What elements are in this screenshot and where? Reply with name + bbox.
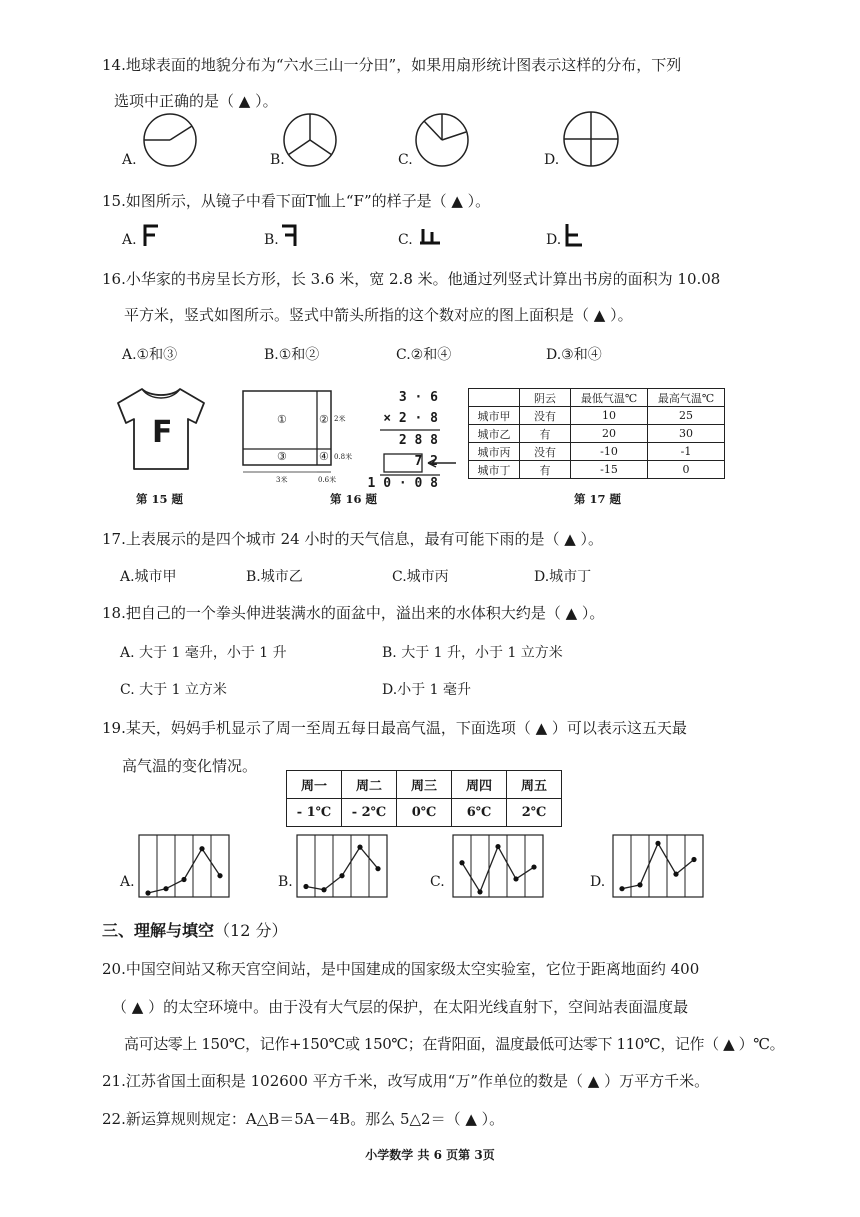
section-title	[102, 918, 287, 941]
q19-option-b[interactable]: B.	[278, 874, 293, 890]
calc-row-1: 3 · 6	[398, 390, 438, 405]
calc-lines	[370, 388, 460, 498]
weather-header-row	[469, 389, 725, 407]
pie-option-a	[140, 110, 200, 170]
q16-option-d[interactable]: D.③和④	[546, 347, 602, 363]
q17-option-c[interactable]: C.城市丙	[392, 569, 449, 585]
q20-line1: 20.中国空间站又称天宫空间站，是中国建成的国家级太空实验室，它位于距离地面约 400	[102, 960, 700, 978]
weather-cell: 20	[571, 425, 648, 443]
q16-option-a[interactable]: A.①和③	[122, 347, 178, 363]
weather-row	[469, 461, 725, 479]
q18-option-d[interactable]: D.小于 1 毫升	[382, 682, 471, 698]
weather-cell: 城市丁	[469, 461, 520, 479]
q17-option-a[interactable]: A.城市甲	[120, 569, 177, 585]
q19-option-a[interactable]: A.	[120, 874, 135, 890]
calc-row-3: 2 8 8	[398, 433, 438, 448]
weather-cell: -15	[571, 461, 648, 479]
temp-cell: 2℃	[507, 799, 562, 827]
q15-option-a[interactable]: A.	[122, 232, 137, 248]
weather-cell: 0	[648, 461, 725, 479]
q19-line2: 高气温的变化情况。	[122, 757, 258, 775]
weather-table	[468, 388, 725, 479]
chart-point	[321, 887, 326, 892]
f-rotated-icon	[418, 226, 442, 246]
f-flipped-icon	[564, 222, 584, 248]
chart-point	[655, 841, 660, 846]
chart-point	[199, 846, 204, 851]
chart-point	[637, 882, 642, 887]
caption-q15: 第 15 题	[136, 492, 184, 506]
page-footer: 小学数学 共 6 页第 3页	[365, 1148, 495, 1162]
tshirt-letter: F	[152, 415, 173, 450]
rect-cell-3: ③	[277, 450, 287, 463]
q19-chart-a	[136, 832, 236, 902]
chart-point	[513, 876, 518, 881]
temp-cell: - 2℃	[342, 799, 397, 827]
weather-cell: -1	[648, 443, 725, 461]
weather-cell: 没有	[520, 443, 571, 461]
q19-chart-d	[610, 832, 710, 902]
weather-cell: 城市甲	[469, 407, 520, 425]
q16-option-b[interactable]: B.①和②	[264, 347, 320, 363]
chart-line	[622, 843, 694, 888]
q15-option-c[interactable]: C.	[398, 232, 413, 248]
day-cell: 周一	[287, 771, 342, 799]
chart-point	[619, 886, 624, 891]
q15-option-d[interactable]: D.	[546, 232, 562, 248]
section-marks: （12 分）	[214, 921, 288, 940]
weather-cell: 30	[648, 425, 725, 443]
q16-option-c[interactable]: C.②和④	[396, 347, 452, 363]
temp-cell: 0℃	[397, 799, 452, 827]
day-cell: 周二	[342, 771, 397, 799]
chart-point	[531, 864, 536, 869]
q18-stem: 18.把自己的一个拳头伸进装满水的面盆中，溢出来的水体积大约是（ ▲ ）。	[102, 604, 605, 622]
q17-stem: 17.上表展示的是四个城市 24 小时的天气信息，最有可能下雨的是（ ▲ ）。	[102, 530, 604, 548]
q20-line2: （ ▲ ）的太空环境中。由于没有大气层的保护，在太阳光线直射下，空间站表面温度最	[112, 998, 689, 1016]
weather-header-cell: 最高气温℃	[648, 389, 725, 407]
day-cell: 周四	[452, 771, 507, 799]
rect-cell-4: ④	[319, 450, 329, 463]
q22-stem: 22.新运算规则规定：A△B＝5A－4B。那么 5△2＝（ ▲ ）。	[102, 1110, 505, 1128]
day-row	[287, 771, 562, 799]
q18-option-c[interactable]: C. 大于 1 立方米	[120, 682, 227, 698]
pie-option-b	[280, 110, 340, 170]
rect-cell-2: ②	[319, 413, 329, 426]
pie-option-d	[560, 108, 622, 170]
chart-point	[495, 844, 500, 849]
day-cell: 周三	[397, 771, 452, 799]
chart-point	[673, 872, 678, 877]
section-title-text: 三、理解与填空	[102, 921, 215, 940]
q18-option-a[interactable]: A. 大于 1 毫升，小于 1 升	[120, 645, 287, 661]
weather-cell: 25	[648, 407, 725, 425]
f-normal-icon	[142, 224, 160, 248]
temp-row	[287, 799, 562, 827]
chart-line	[148, 849, 220, 893]
q17-option-d[interactable]: D.城市丁	[534, 569, 592, 585]
q20-line3: 高可达零上 150℃，记作+150℃或 150℃；在背阳面，温度最低可达零下 110℃，记作（ ▲ ）℃。	[124, 1035, 785, 1053]
pie-option-c	[412, 110, 472, 170]
weather-cell: 10	[571, 407, 648, 425]
calc-row-5: 1 0 · 0 8	[367, 476, 438, 491]
weather-cell: 有	[520, 461, 571, 479]
day-cell: 周五	[507, 771, 562, 799]
rect-cell-1: ①	[277, 413, 287, 426]
rect-label-2m: 2米	[334, 415, 346, 423]
q14-option-a[interactable]: A.	[122, 152, 137, 168]
q14-option-b[interactable]: B.	[270, 152, 285, 168]
chart-point	[163, 886, 168, 891]
chart-point	[145, 890, 150, 895]
chart-point	[375, 866, 380, 871]
calc-row-4: 7 2	[414, 454, 438, 469]
q16-line1: 16.小华家的书房呈长方形，长 3.6 米，宽 2.8 米。他通过列竖式计算出书房的面积为 10.08	[102, 270, 721, 288]
chart-point	[691, 857, 696, 862]
chart-point	[181, 877, 186, 882]
weather-cell: -10	[571, 443, 648, 461]
q19-option-c[interactable]: C.	[430, 874, 445, 890]
temperature-table	[286, 770, 562, 827]
weather-cell: 没有	[520, 407, 571, 425]
temp-cell: - 1℃	[287, 799, 342, 827]
caption-q17: 第 17 题	[574, 492, 622, 506]
q19-chart-b	[294, 832, 394, 902]
weather-cell: 有	[520, 425, 571, 443]
chart-point	[339, 873, 344, 878]
rect-label-0-8m: 0.8米	[334, 453, 353, 461]
q14-line1: 14.地球表面的地貌分布为“六水三山一分田”，如果用扇形统计图表示这样的分布，下列	[102, 56, 682, 74]
chart-point	[217, 873, 222, 878]
weather-header-cell: 最低气温℃	[571, 389, 648, 407]
weather-row	[469, 443, 725, 461]
temp-cell: 6℃	[452, 799, 507, 827]
chart-line	[462, 847, 534, 892]
q19-option-d[interactable]: D.	[590, 874, 606, 890]
weather-row	[469, 407, 725, 425]
q14-option-d[interactable]: D.	[544, 152, 560, 168]
weather-row	[469, 425, 725, 443]
q15-stem: 15.如图所示，从镜子中看下面T恤上“F”的样子是（ ▲ ）。	[102, 192, 491, 210]
q18-option-b[interactable]: B. 大于 1 升，小于 1 立方米	[382, 645, 563, 661]
chart-line	[306, 847, 378, 890]
q16-line2: 平方米，竖式如图所示。竖式中箭头所指的这个数对应的图上面积是（ ▲ ）。	[124, 306, 633, 324]
chart-frame	[139, 835, 229, 897]
q14-line2: 选项中正确的是（ ▲ ）。	[114, 92, 278, 110]
weather-cell: 城市丙	[469, 443, 520, 461]
q17-option-b[interactable]: B.城市乙	[246, 569, 303, 585]
weather-cell: 城市乙	[469, 425, 520, 443]
caption-q16: 第 16 题	[330, 492, 378, 506]
chart-point	[303, 884, 308, 889]
q19-chart-c	[450, 832, 550, 902]
q21-stem: 21.江苏省国土面积是 102600 平方千米，改写成用“万”作单位的数是（ ▲ ）万平方千米。	[102, 1072, 710, 1090]
rect-label-0-6m: 0.6米	[318, 476, 337, 484]
rect-label-3m: 3米	[276, 476, 288, 484]
area-rectangle-figure	[240, 388, 360, 478]
f-mirrored-icon	[280, 224, 298, 248]
q15-option-b[interactable]: B.	[264, 232, 279, 248]
weather-header-cell: 阴云	[520, 389, 571, 407]
chart-point	[477, 889, 482, 894]
chart-point	[357, 845, 362, 850]
weather-header-cell	[469, 389, 520, 407]
calc-row-2: × 2 · 8	[383, 411, 438, 426]
q14-option-c[interactable]: C.	[398, 152, 413, 168]
chart-point	[459, 860, 464, 865]
q19-line1: 19.某天，妈妈手机显示了周一至周五每日最高气温，下面选项（ ▲ ）可以表示这五天最	[102, 719, 687, 737]
